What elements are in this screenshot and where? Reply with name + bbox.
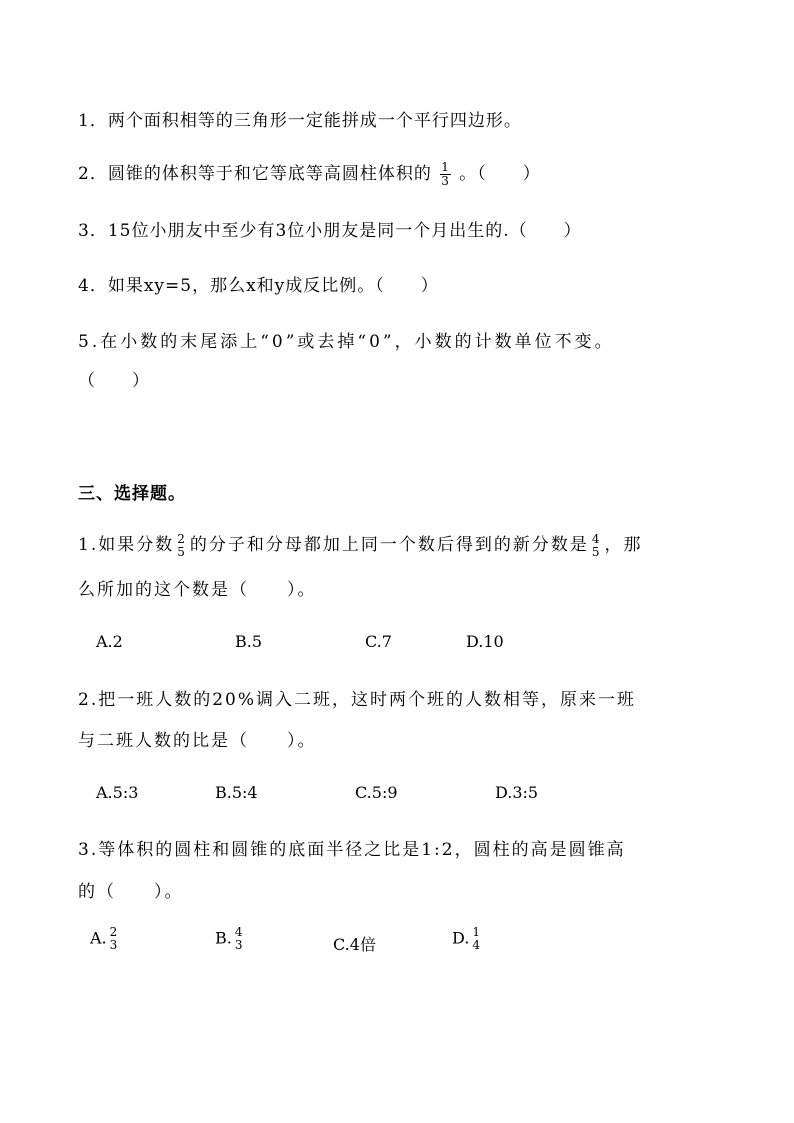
choice-3-option-d bbox=[452, 926, 483, 952]
judge-question-5-text: 5.在小数的末尾添上“0”或去掉“0”，小数的计数单位不变。 bbox=[78, 332, 615, 352]
choice-question-1-line2 bbox=[78, 575, 317, 600]
option-label: B. bbox=[215, 928, 232, 948]
fraction-four-thirds bbox=[234, 926, 244, 952]
option-label: A. bbox=[90, 928, 107, 948]
choice-question-2-text: 2.把一班人数的20%调入二班，这时两个班的人数相等，原来一班 bbox=[78, 690, 637, 710]
judge-question-2-suffix: 。（ ） bbox=[459, 164, 541, 184]
choice-question-1-line2-text: 么所加的这个数是（ ）。 bbox=[78, 580, 317, 600]
choice-question-3-line2-text: 的（ ）。 bbox=[78, 882, 184, 902]
fraction-denominator: 5 bbox=[177, 544, 187, 559]
choice-question-2 bbox=[78, 685, 636, 710]
choice-1-option-a: A.2 bbox=[96, 632, 123, 651]
fraction-numerator: 4 bbox=[234, 925, 243, 939]
choice-question-1 bbox=[78, 530, 643, 559]
choice-question-1-mid: 的分子和分母都加上同一个数后得到的新分数是 bbox=[189, 535, 589, 555]
choice-question-3-text: 3.等体积的圆柱和圆锥的底面半径之比是1:2，圆柱的高是圆锥高 bbox=[78, 840, 626, 860]
choice-1-option-d: D.10 bbox=[466, 632, 504, 651]
choice-1-option-b: B.5 bbox=[235, 632, 263, 651]
choice-question-3 bbox=[78, 835, 626, 860]
fraction-numerator: 2 bbox=[109, 925, 118, 939]
fraction-one-fourth bbox=[471, 926, 481, 952]
fraction-numerator: 1 bbox=[441, 160, 450, 174]
choice-2-option-d: D.3:5 bbox=[495, 783, 539, 802]
fraction-denominator: 4 bbox=[472, 938, 480, 952]
judge-question-2-text: 2．圆锥的体积等于和它等底等高圆柱体积的 bbox=[78, 164, 432, 184]
fraction-two-fifths bbox=[176, 533, 188, 559]
section-title: 三、选择题。 bbox=[78, 484, 186, 504]
choice-question-1-post: ，那 bbox=[604, 535, 643, 555]
fraction-numerator: 4 bbox=[591, 531, 602, 546]
choice-1-option-c: C.7 bbox=[365, 632, 392, 651]
choice-3-option-c bbox=[333, 932, 376, 955]
fraction-four-fifths bbox=[591, 533, 603, 559]
judge-question-4 bbox=[78, 271, 439, 296]
choice-2-option-c: C.5:9 bbox=[355, 783, 398, 802]
choice-question-2-line2-text: 与二班人数的比是（ ）。 bbox=[78, 731, 317, 751]
choice-question-2-line2 bbox=[78, 726, 317, 751]
fraction-numerator: 2 bbox=[177, 531, 187, 546]
judge-question-5-paren bbox=[78, 366, 150, 391]
fraction-two-thirds bbox=[109, 926, 119, 952]
judge-question-3-text: 3．15位小朋友中至少有3位小朋友是同一个月出生的.（ ） bbox=[78, 221, 582, 241]
choice-3-option-a bbox=[90, 926, 120, 952]
judge-question-5 bbox=[78, 327, 615, 352]
fraction-denominator: 3 bbox=[234, 938, 243, 952]
judge-question-1-text: 1．两个面积相等的三角形一定能拼成一个平行四边形。 bbox=[78, 111, 522, 131]
fraction-denominator: 5 bbox=[591, 544, 602, 559]
option-label: D. bbox=[452, 928, 470, 948]
choice-2-option-b: B.5:4 bbox=[215, 783, 258, 802]
choice-question-3-line2 bbox=[78, 877, 184, 902]
fraction-numerator: 1 bbox=[472, 925, 480, 939]
fraction-denominator: 3 bbox=[441, 174, 450, 188]
choice-3-option-b bbox=[215, 926, 245, 952]
fraction-denominator: 3 bbox=[109, 938, 118, 952]
judge-question-1 bbox=[78, 106, 522, 131]
choice-question-1-pre: 1.如果分数 bbox=[78, 535, 175, 555]
judge-question-3 bbox=[78, 216, 582, 241]
option-label: C.4倍 bbox=[333, 935, 376, 954]
fraction-one-third bbox=[440, 161, 451, 188]
judge-question-5-answer-paren: （ ） bbox=[78, 371, 150, 391]
judge-question-4-text: 4．如果xy=5，那么x和y成反比例。（ ） bbox=[78, 276, 439, 296]
choice-2-option-a: A.5:3 bbox=[96, 783, 139, 802]
judge-question-2 bbox=[78, 159, 541, 188]
